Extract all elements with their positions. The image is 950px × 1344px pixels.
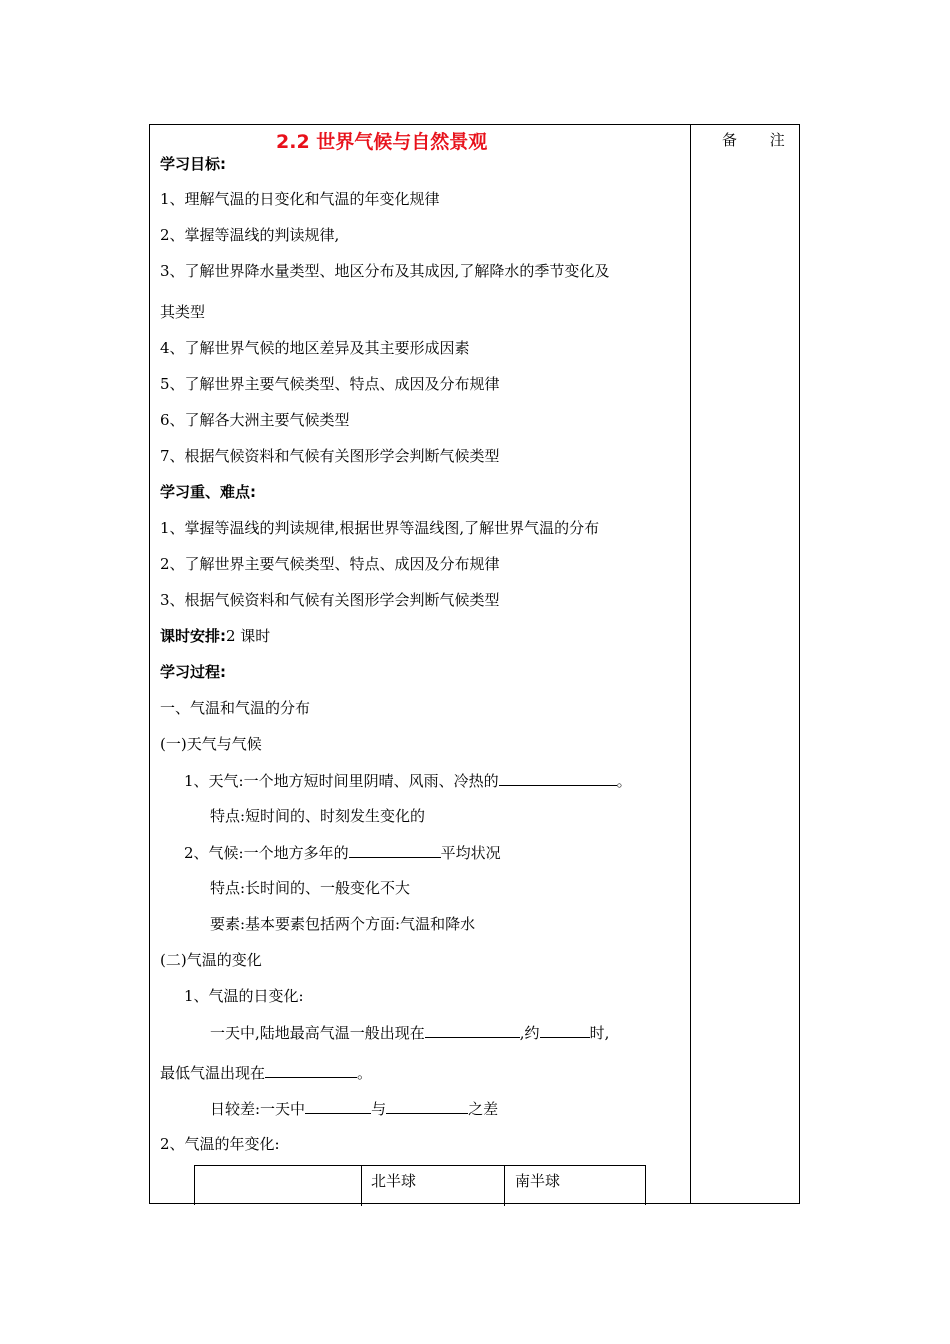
focus-heading: 学习重、难点: [160,483,256,501]
goal-item: 5、了解世界主要气候类型、特点、成因及分布规律 [160,375,500,393]
subsection-heading: (二)气温的变化 [160,951,262,969]
table-header-north: 北半球 [371,1172,417,1190]
schedule-value: 2 课时 [226,627,271,645]
fill-blank[interactable] [540,1022,590,1038]
focus-item: 1、掌握等温线的判读规律,根据世界等温线图,了解世界气温的分布 [160,519,600,537]
page-title: 2.2 世界气候与自然景观 [276,131,488,153]
fill-blank[interactable] [386,1098,468,1114]
weather-feature: 特点:短时间的、时刻发生变化的 [210,807,426,825]
table-header-south: 南半球 [515,1172,561,1190]
section-heading: 一、气温和气温的分布 [160,699,311,717]
annual-change-table [194,1165,646,1205]
weather-definition: 1、天气:一个地方短时间里阴晴、风雨、冷热的 。 [184,772,632,790]
fill-blank[interactable] [305,1098,371,1114]
focus-item: 2、了解世界主要气候类型、特点、成因及分布规律 [160,555,500,573]
climate-elements: 要素:基本要素包括两个方面:气温和降水 [210,915,476,933]
daily-change-heading: 1、气温的日变化: [184,987,304,1005]
fill-blank[interactable] [349,842,441,858]
goal-item: 6、了解各大洲主要气候类型 [160,411,350,429]
goal-item: 7、根据气候资料和气候有关图形学会判断气候类型 [160,447,500,465]
focus-item: 3、根据气候资料和气候有关图形学会判断气候类型 [160,591,500,609]
schedule-line [160,626,270,646]
goals-heading: 学习目标: [160,155,226,173]
schedule-label: 课时安排: [160,627,226,645]
climate-definition: 2、气候:一个地方多年的 平均状况 [184,844,501,862]
daily-change-text: 一天中,陆地最高气温一般出现在 ,约 时, [210,1024,610,1042]
climate-feature: 特点:长时间的、一般变化不大 [210,879,411,897]
fill-blank[interactable] [499,770,617,786]
goal-item: 2、掌握等温线的判读规律, [160,226,340,244]
fill-blank[interactable] [425,1022,520,1038]
goal-item: 1、理解气温的日变化和气温的年变化规律 [160,190,440,208]
goal-item: 其类型 [160,303,206,321]
daily-range-text: 日较差:一天中 与 之差 [210,1100,499,1118]
column-divider [690,124,691,1204]
subsection-heading: (一)天气与气候 [160,735,262,753]
fill-blank[interactable] [265,1062,357,1078]
remark-column-header: 备 注 [722,131,799,149]
goal-item: 3、了解世界降水量类型、地区分布及其成因,了解降水的季节变化及 [160,262,610,280]
annual-change-heading: 2、气温的年变化: [160,1135,280,1153]
goal-item: 4、了解世界气候的地区差异及其主要形成因素 [160,339,470,357]
process-heading: 学习过程: [160,663,226,681]
daily-change-text: 最低气温出现在 。 [160,1064,373,1082]
